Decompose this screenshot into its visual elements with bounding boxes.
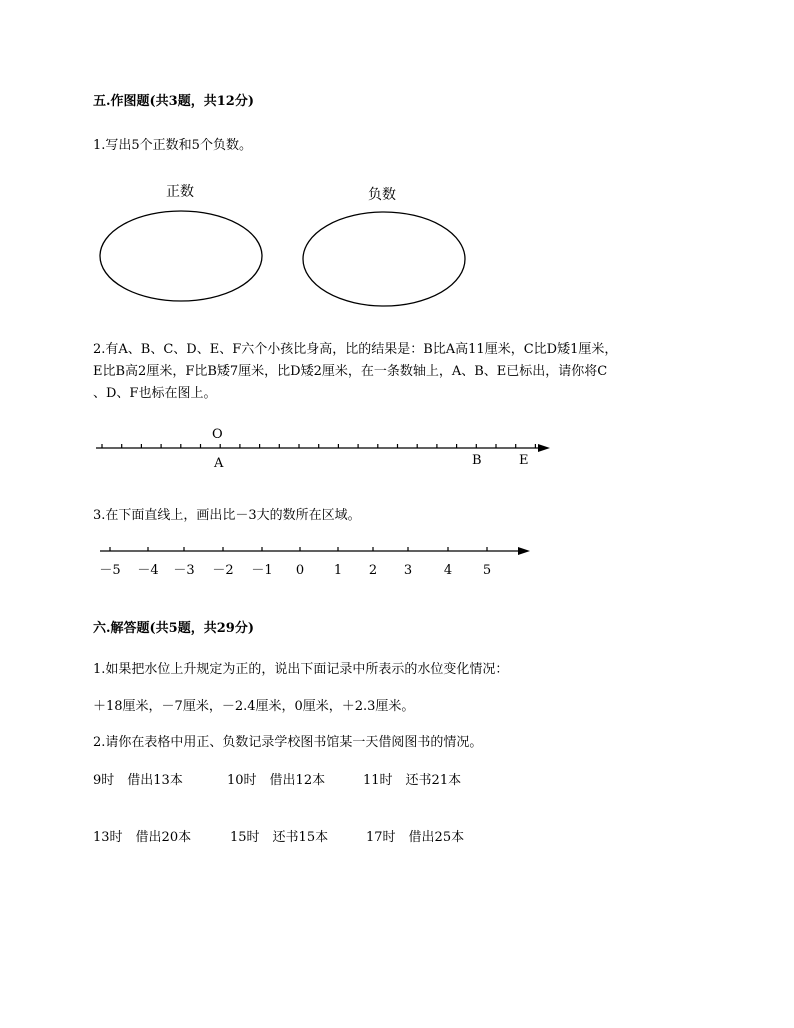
record-10: 10时 借出12本 <box>227 773 326 788</box>
q3-text: 3.在下面直线上，画出比－3大的数所在区域。 <box>93 508 361 523</box>
q3-tick-label: －3 <box>173 563 195 578</box>
q2-line3: 、D、F也标在图上。 <box>93 386 217 401</box>
q3-tick-label: －4 <box>137 563 159 578</box>
section6-heading: 六.解答题(共5题，共29分) <box>93 621 254 636</box>
q3-tick-label: 4 <box>443 563 453 578</box>
q3-number-line <box>100 547 530 555</box>
q2-number-line <box>96 444 550 452</box>
q3-tick-label: 5 <box>482 563 492 578</box>
record-13: 13时 借出20本 <box>93 830 192 845</box>
positive-ellipse <box>100 211 262 301</box>
record-15: 15时 还书15本 <box>230 830 329 845</box>
negative-label: 负数 <box>368 187 396 203</box>
q3-tick-labels <box>99 563 491 578</box>
s6-q1-line1: 1.如果把水位上升规定为正的，说出下面记录中所表示的水位变化情况： <box>93 662 509 677</box>
q3-tick-label: 2 <box>368 563 378 578</box>
record-9: 9时 借出13本 <box>93 773 183 788</box>
record-11: 11时 还书21本 <box>363 773 462 788</box>
q2-mark-a: A <box>214 456 224 471</box>
s6-q1-line2: ＋18厘米，－7厘米，－2.4厘米，0厘米，＋2.3厘米。 <box>93 699 415 714</box>
q2-line2: E比B高2厘米，F比B矮7厘米，比D矮2厘米，在一条数轴上，A、B、E已标出，请你将C <box>93 364 608 379</box>
q3-tick-label: －1 <box>251 563 273 578</box>
q2-arrow <box>538 444 550 452</box>
section5-heading: 五.作图题(共3题，共12分) <box>93 94 254 109</box>
q1-text: 1.写出5个正数和5个负数。 <box>93 138 252 153</box>
q3-arrow <box>518 547 530 555</box>
q2-line1: 2.有A、B、C、D、E、F六个小孩比身高，比的结果是：B比A高11厘米，C比D矮1厘米， <box>93 342 618 357</box>
s6-q2-line1: 2.请你在表格中用正、负数记录学校图书馆某一天借阅图书的情况。 <box>93 735 483 750</box>
q3-tick-label: 0 <box>295 563 305 578</box>
q3-tick-label: －5 <box>99 563 121 578</box>
q2-origin-label: O <box>212 427 223 442</box>
q3-tick-label: －2 <box>212 563 234 578</box>
positive-label: 正数 <box>166 184 194 200</box>
record-17: 17时 借出25本 <box>366 830 465 845</box>
q2-mark-b: B <box>472 453 482 468</box>
negative-ellipse <box>303 212 465 306</box>
q2-mark-e: E <box>519 453 529 468</box>
q3-tick-label: 3 <box>403 563 413 578</box>
q3-tick-label: 1 <box>333 563 343 578</box>
